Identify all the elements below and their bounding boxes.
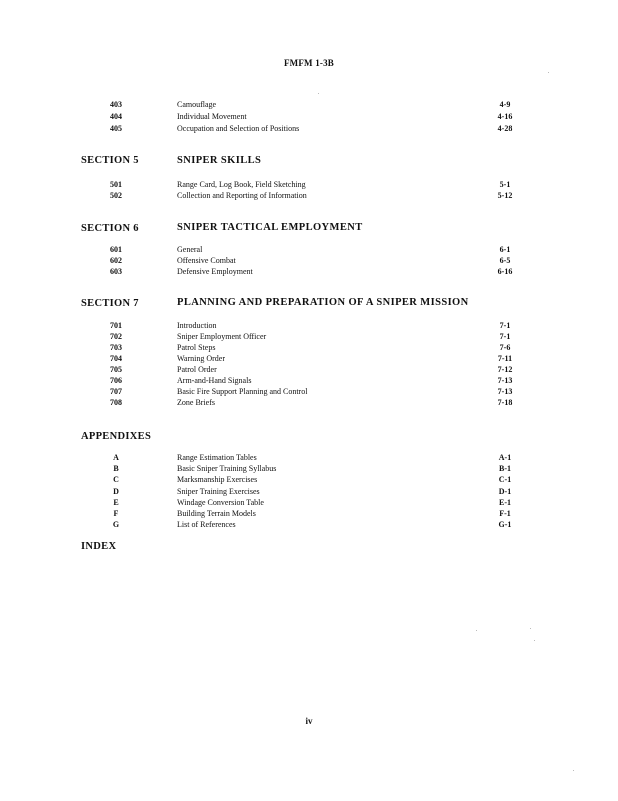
entry-title: Marksmanship Exercises [177,475,258,484]
toc-entry [0,100,618,111]
entry-page: 7-1 [499,332,511,341]
entry-title: Patrol Order [177,365,217,374]
entry-page: 5-12 [497,191,513,200]
toc-entry [0,256,618,267]
entry-title: Windage Conversion Table [177,498,264,507]
entry-page: 7-11 [497,354,513,363]
entry-number: 404 [110,112,122,121]
entry-number: 501 [110,180,122,189]
page-header: FMFM 1-3B [283,58,335,68]
entry-page: 6-1 [499,245,511,254]
section-title: SNIPER TACTICAL EMPLOYMENT [177,222,363,233]
entry-title: Collection and Reporting of Information [177,191,307,200]
entry-number: C [113,475,119,484]
toc-entry [0,191,618,202]
scan-speck [573,770,574,771]
entry-page: 6-5 [499,256,511,265]
entry-page: 4-9 [499,100,511,109]
entry-number: 502 [110,191,122,200]
entry-page: 7-13 [497,387,513,396]
entry-number: 703 [110,343,122,352]
entry-number: E [113,498,119,507]
entry-number: 707 [110,387,122,396]
entry-page: 4-16 [497,112,513,121]
entry-page: 6-16 [497,267,513,276]
entry-page: B-1 [499,464,511,473]
toc-entry [0,498,618,509]
scan-speck [548,72,549,73]
section-label: SECTION 6 [81,223,139,234]
entry-number: 403 [110,100,122,109]
entry-number: 702 [110,332,122,341]
entry-page: 5-1 [499,180,511,189]
section-label: SECTION 5 [81,155,139,166]
entry-page: 7-18 [497,398,513,407]
toc-entry [0,520,618,531]
entry-title: Basic Fire Support Planning and Control [177,387,308,396]
entry-title: Warning Order [177,354,226,363]
toc-entry [0,112,618,123]
toc-entry [0,398,618,409]
entry-page: 7-1 [499,321,511,330]
toc-entry [0,354,618,365]
entry-number: 708 [110,398,122,407]
entry-number: 701 [110,321,122,330]
section-title: SNIPER SKILLS [177,155,262,166]
entry-number: 705 [110,365,122,374]
entry-number: 706 [110,376,122,385]
entry-page: 7-13 [497,376,513,385]
entry-title: Sniper Employment Officer [177,332,267,341]
entry-number: G [112,520,120,529]
entry-page: 4-28 [497,124,513,133]
entry-title: Occupation and Selection of Positions [177,124,300,133]
entry-number: F [113,509,119,518]
entry-title: List of References [177,520,236,529]
toc-entry [0,332,618,343]
page-number: iv [305,716,313,726]
toc-entry [0,267,618,278]
entry-title: Defensive Employment [177,267,253,276]
entry-page: C-1 [498,475,512,484]
scan-speck [530,628,531,629]
entry-title: Basic Sniper Training Syllabus [177,464,277,473]
toc-entry [0,180,618,191]
entry-title: Zone Briefs [177,398,215,407]
entry-title: Patrol Steps [177,343,216,352]
entry-number: B [113,464,119,473]
entry-title: Range Card, Log Book, Field Sketching [177,180,306,189]
toc-entry [0,487,618,498]
entry-page: F-1 [499,509,511,518]
entry-title: Offensive Combat [177,256,236,265]
scan-speck [318,93,319,94]
entry-page: A-1 [498,453,512,462]
entry-title: Range Estimation Tables [177,453,257,462]
entry-page: G-1 [498,520,512,529]
appendixes-heading: APPENDIXES [81,431,152,442]
toc-entry [0,124,618,135]
entry-number: A [113,453,119,462]
entry-page: E-1 [499,498,511,507]
toc-entry [0,453,618,464]
toc-entry [0,387,618,398]
section-title: PLANNING AND PREPARATION OF A SNIPER MISSION [177,297,469,308]
entry-page: 7-6 [499,343,511,352]
entry-title: Building Terrain Models [177,509,256,518]
entry-title: Arm-and-Hand Signals [177,376,252,385]
section-label: SECTION 7 [81,298,139,309]
toc-entry [0,245,618,256]
toc-entry [0,464,618,475]
entry-number: 603 [110,267,122,276]
entry-page: D-1 [498,487,512,496]
entry-number: D [113,487,119,496]
entry-number: 405 [110,124,122,133]
entry-number: 601 [110,245,122,254]
entry-number: 602 [110,256,122,265]
scan-speck [476,630,477,631]
index-heading: INDEX [81,541,117,552]
toc-entry [0,509,618,520]
entry-title: Introduction [177,321,217,330]
toc-entry [0,376,618,387]
toc-entry [0,343,618,354]
entry-title: Sniper Training Exercises [177,487,260,496]
entry-page: 7-12 [497,365,513,374]
toc-entry [0,321,618,332]
entry-number: 704 [110,354,122,363]
entry-title: General [177,245,203,254]
entry-title: Camouflage [177,100,217,109]
toc-entry [0,475,618,486]
toc-entry [0,365,618,376]
scan-speck [534,640,535,641]
entry-title: Individual Movement [177,112,247,121]
